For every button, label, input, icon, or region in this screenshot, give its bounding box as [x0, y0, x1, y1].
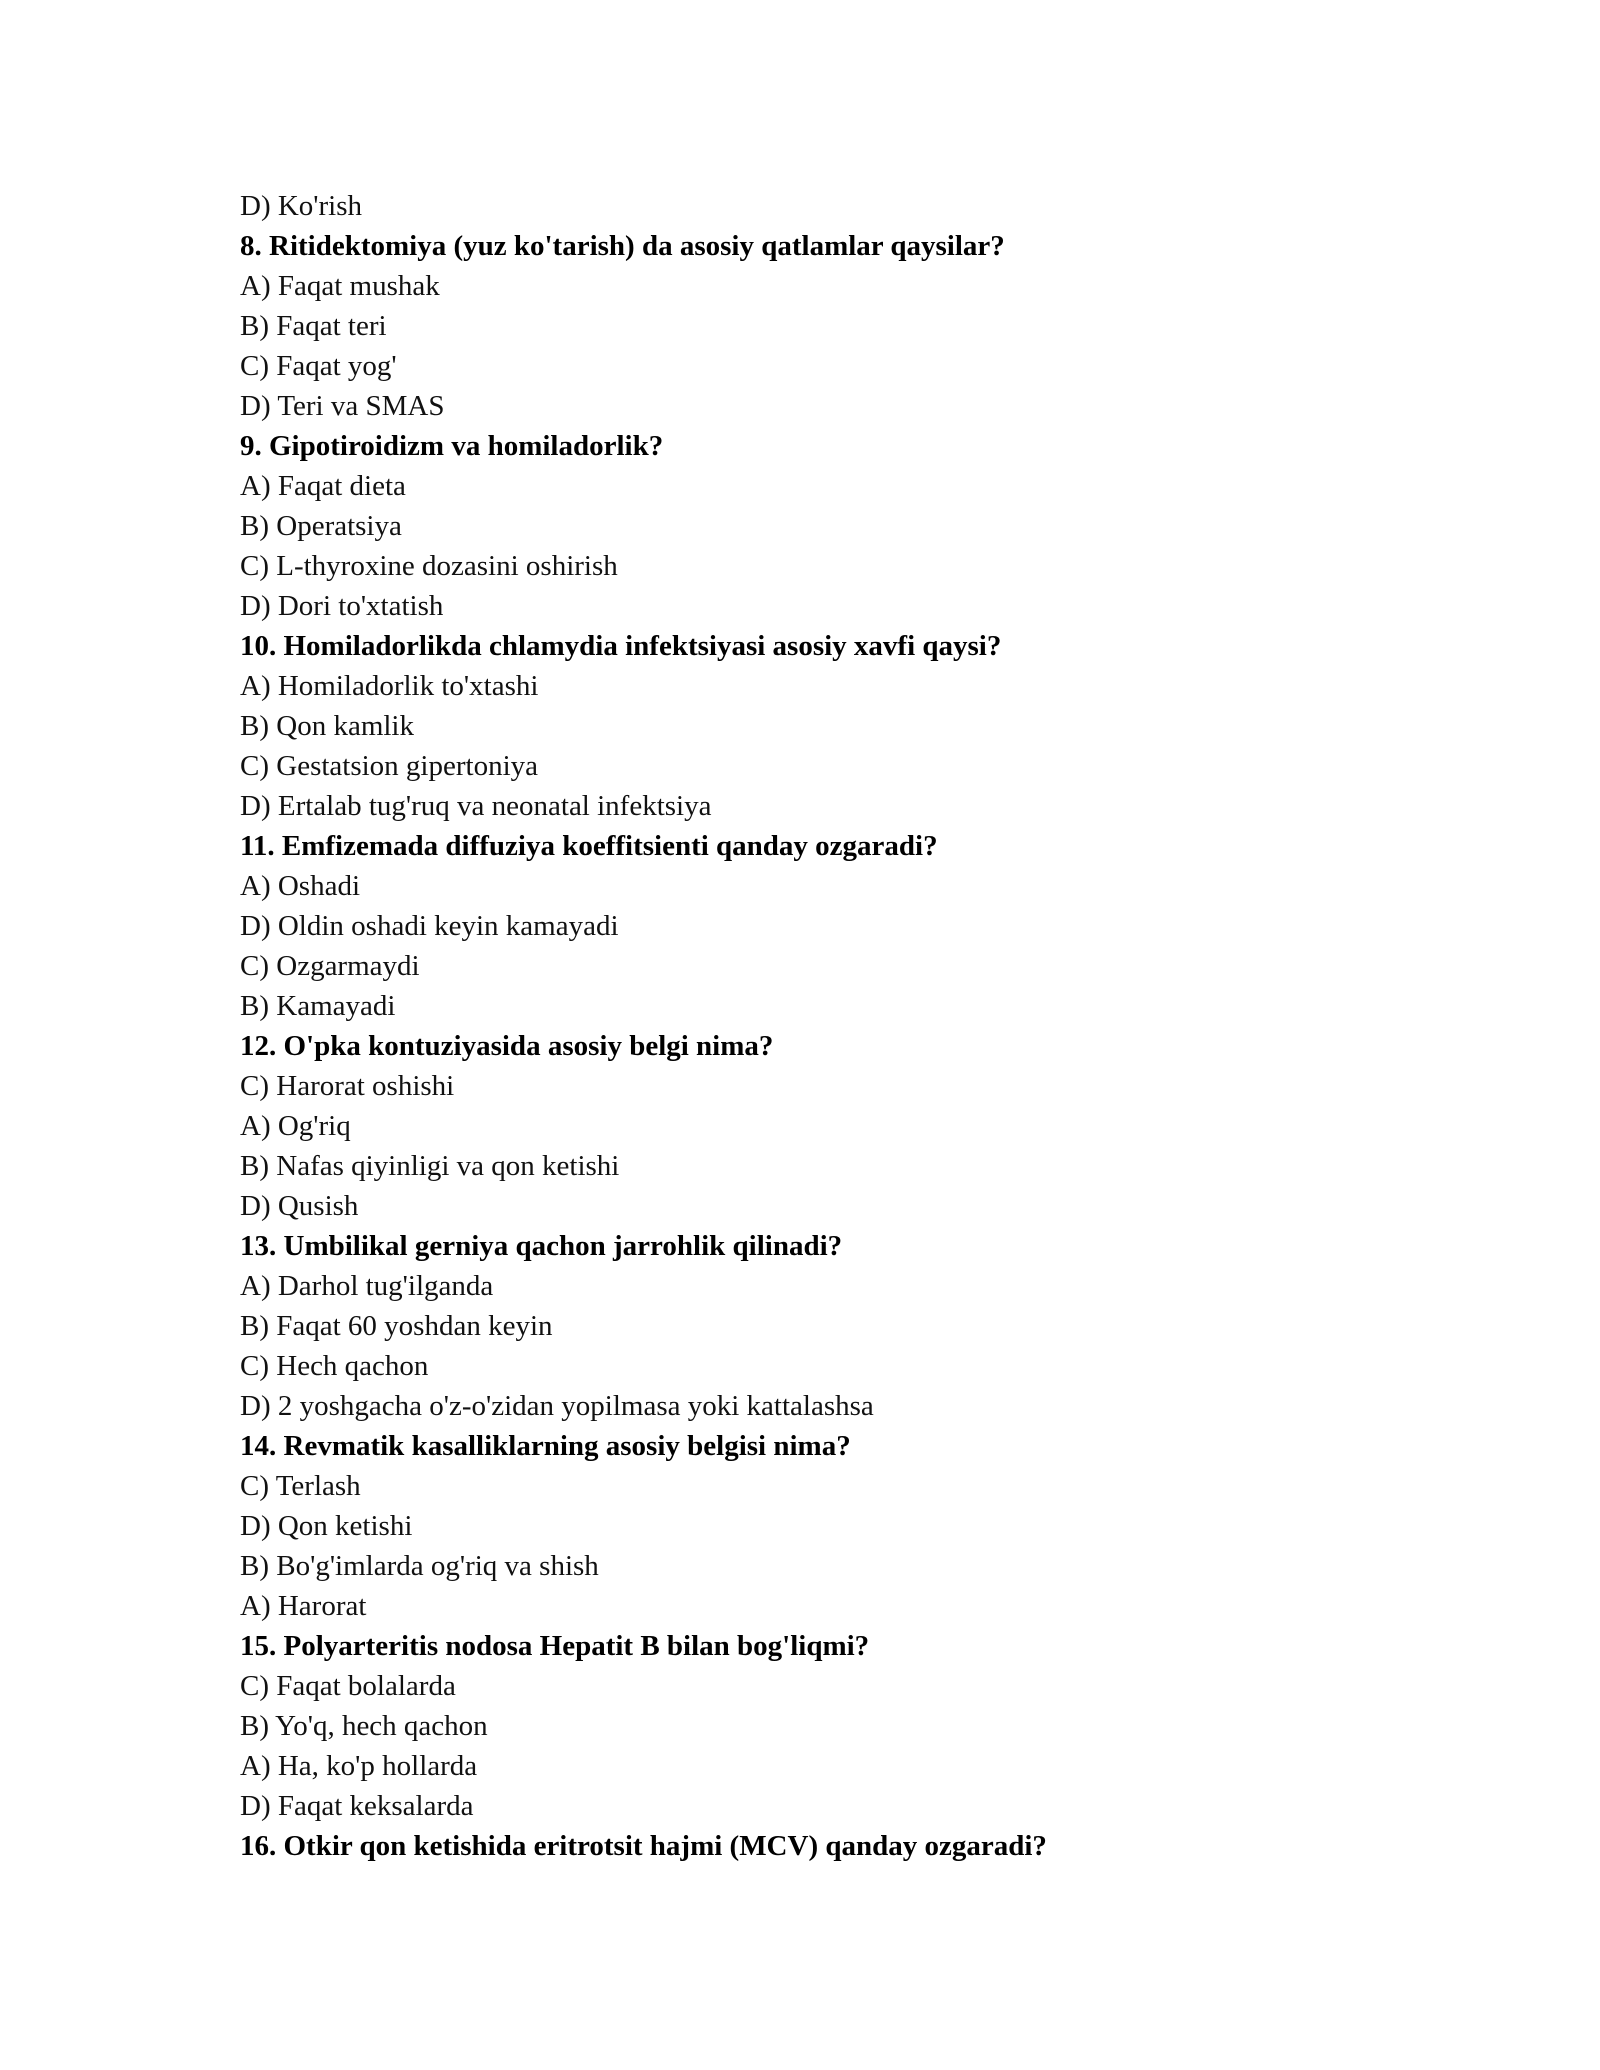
answer-option: D) Dori to'xtatish [240, 590, 444, 622]
answer-option: C) Terlash [240, 1470, 361, 1502]
answer-option: D) Faqat keksalarda [240, 1790, 474, 1822]
question-text: 16. Otkir qon ketishida eritrotsit hajmi (MCV) qanday ozgaradi? [240, 1830, 1047, 1862]
answer-option: D) Qon ketishi [240, 1510, 413, 1542]
answer-option: D) Oldin oshadi keyin kamayadi [240, 910, 619, 942]
answer-option: C) Gestatsion gipertoniya [240, 750, 539, 782]
answer-option: B) Qon kamlik [240, 710, 414, 742]
question-text: 8. Ritidektomiya (yuz ko'tarish) da asosiy qatlamlar qaysilar? [240, 230, 1005, 262]
answer-option: C) Faqat yog' [240, 350, 397, 382]
answer-option: A) Oshadi [240, 870, 361, 902]
answer-option: A) Homiladorlik to'xtashi [240, 670, 539, 702]
answer-option: A) Ha, ko'p hollarda [240, 1750, 478, 1782]
question-text: 13. Umbilikal gerniya qachon jarrohlik qilinadi? [240, 1230, 843, 1262]
answer-option: B) Yo'q, hech qachon [240, 1710, 488, 1742]
answer-option: D) Ko'rish [240, 190, 363, 222]
answer-option: B) Nafas qiyinligi va qon ketishi [240, 1150, 620, 1182]
answer-option: A) Faqat mushak [240, 270, 440, 302]
answer-option: C) Ozgarmaydi [240, 950, 420, 982]
answer-option: A) Harorat [240, 1590, 367, 1622]
answer-option: C) L-thyroxine dozasini oshirish [240, 550, 618, 582]
answer-option: D) Qusish [240, 1190, 359, 1222]
answer-option: B) Kamayadi [240, 990, 396, 1022]
question-text: 9. Gipotiroidizm va homiladorlik? [240, 430, 664, 462]
question-text: 12. O'pka kontuziyasida asosiy belgi nima? [240, 1030, 774, 1062]
answer-option: C) Faqat bolalarda [240, 1670, 456, 1702]
answer-option: D) Ertalab tug'ruq va neonatal infektsiya [240, 790, 712, 822]
answer-option: B) Bo'g'imlarda og'riq va shish [240, 1550, 599, 1582]
answer-option: A) Og'riq [240, 1110, 351, 1142]
question-text: 10. Homiladorlikda chlamydia infektsiyasi asosiy xavfi qaysi? [240, 630, 1002, 662]
answer-option: B) Operatsiya [240, 510, 402, 542]
answer-option: B) Faqat teri [240, 310, 387, 342]
answer-option: D) 2 yoshgacha o'z-o'zidan yopilmasa yoki kattalashsa [240, 1390, 874, 1422]
answer-option: C) Hech qachon [240, 1350, 429, 1382]
quiz-content [240, 186, 1420, 1866]
question-text: 15. Polyarteritis nodosa Hepatit B bilan bog'liqmi? [240, 1630, 870, 1662]
question-text: 14. Revmatik kasalliklarning asosiy belgisi nima? [240, 1430, 851, 1462]
answer-option: C) Harorat oshishi [240, 1070, 455, 1102]
question-text: 11. Emfizemada diffuziya koeffitsienti qanday ozgaradi? [240, 830, 938, 862]
answer-option: A) Darhol tug'ilganda [240, 1270, 494, 1302]
answer-option: B) Faqat 60 yoshdan keyin [240, 1310, 553, 1342]
answer-option: D) Teri va SMAS [240, 390, 445, 422]
answer-option: A) Faqat dieta [240, 470, 406, 502]
